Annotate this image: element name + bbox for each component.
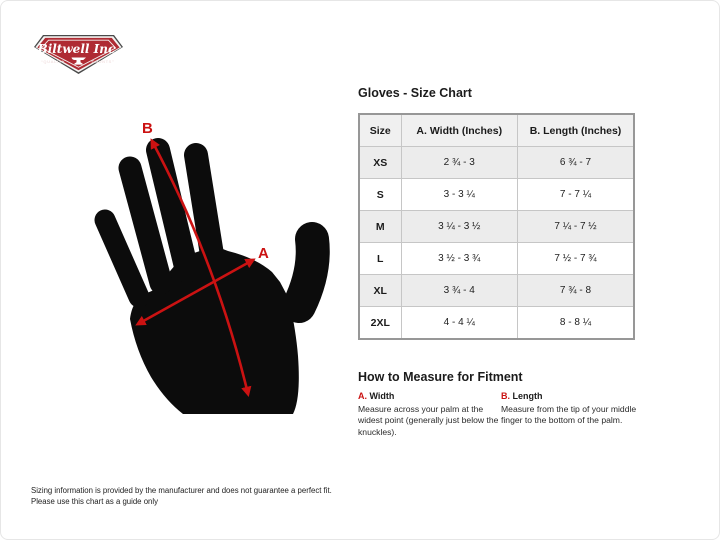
measure-text-b: Measure from the tip of your middle finger to the bottom of the palm. — [501, 404, 637, 426]
measure-key-a: A. — [358, 391, 367, 401]
logo-tagline-right: COUNTS” — [91, 59, 115, 64]
row-length: 6 ¾ - 7 — [518, 147, 635, 179]
disclaimer — [31, 486, 332, 507]
measure-text-a: Measure across your palm at the widest point (generally just below the knuckles). — [358, 404, 499, 437]
table-row — [359, 179, 634, 211]
measure-item-width — [358, 391, 499, 438]
measure-section-title: How to Measure for Fitment — [358, 370, 523, 384]
table-row — [359, 211, 634, 243]
measure-key-b: B. — [501, 391, 510, 401]
row-width: 2 ¾ - 3 — [401, 147, 518, 179]
biltwell-logo — [31, 33, 126, 75]
label-b: B — [142, 120, 153, 137]
row-width: 3 - 3 ¼ — [401, 179, 518, 211]
table-row — [359, 243, 634, 275]
row-width: 3 ¼ - 3 ½ — [401, 211, 518, 243]
row-size: XL — [359, 275, 401, 307]
size-chart-table-wrap — [358, 113, 635, 340]
logo-wordmark: Biltwell Inc. — [37, 42, 120, 56]
measure-label-a — [358, 391, 499, 401]
measure-item-length — [501, 391, 642, 427]
table-header-row — [359, 114, 634, 147]
row-width: 3 ¾ - 4 — [401, 275, 518, 307]
row-width: 4 - 4 ¼ — [401, 307, 518, 340]
row-size: XS — [359, 147, 401, 179]
size-chart-table — [358, 113, 635, 340]
table-row — [359, 275, 634, 307]
row-length: 7 - 7 ¼ — [518, 179, 635, 211]
measure-label-b — [501, 391, 642, 401]
row-size: M — [359, 211, 401, 243]
table-row — [359, 307, 634, 340]
table-row — [359, 147, 634, 179]
header-length: B. Length (Inches) — [518, 114, 635, 147]
thumb — [299, 239, 313, 306]
size-table-body — [359, 147, 634, 340]
row-length: 7 ¾ - 8 — [518, 275, 635, 307]
logo-tagline-left: “QUALITY — [40, 59, 66, 64]
row-width: 3 ½ - 3 ¾ — [401, 243, 518, 275]
header-width: A. Width (Inches) — [401, 114, 518, 147]
hand-measure-diagram — [81, 101, 341, 436]
row-size: S — [359, 179, 401, 211]
header-size: Size — [359, 114, 401, 147]
pinky-finger — [105, 220, 139, 297]
row-size: 2XL — [359, 307, 401, 340]
disclaimer-line-1: Sizing information is provided by the manufacturer and does not guarantee a perfect fit. — [31, 486, 332, 495]
measure-name-b: Length — [512, 391, 543, 401]
row-length: 8 - 8 ¼ — [518, 307, 635, 340]
disclaimer-line-2: Please use this chart as a guide only — [31, 496, 158, 506]
row-size: L — [359, 243, 401, 275]
measure-name-a: Width — [369, 391, 395, 401]
row-length: 7 ½ - 7 ¾ — [518, 243, 635, 275]
row-length: 7 ¼ - 7 ½ — [518, 211, 635, 243]
size-chart-title: Gloves - Size Chart — [358, 86, 472, 100]
index-finger — [196, 155, 213, 261]
label-a: A — [258, 245, 269, 262]
